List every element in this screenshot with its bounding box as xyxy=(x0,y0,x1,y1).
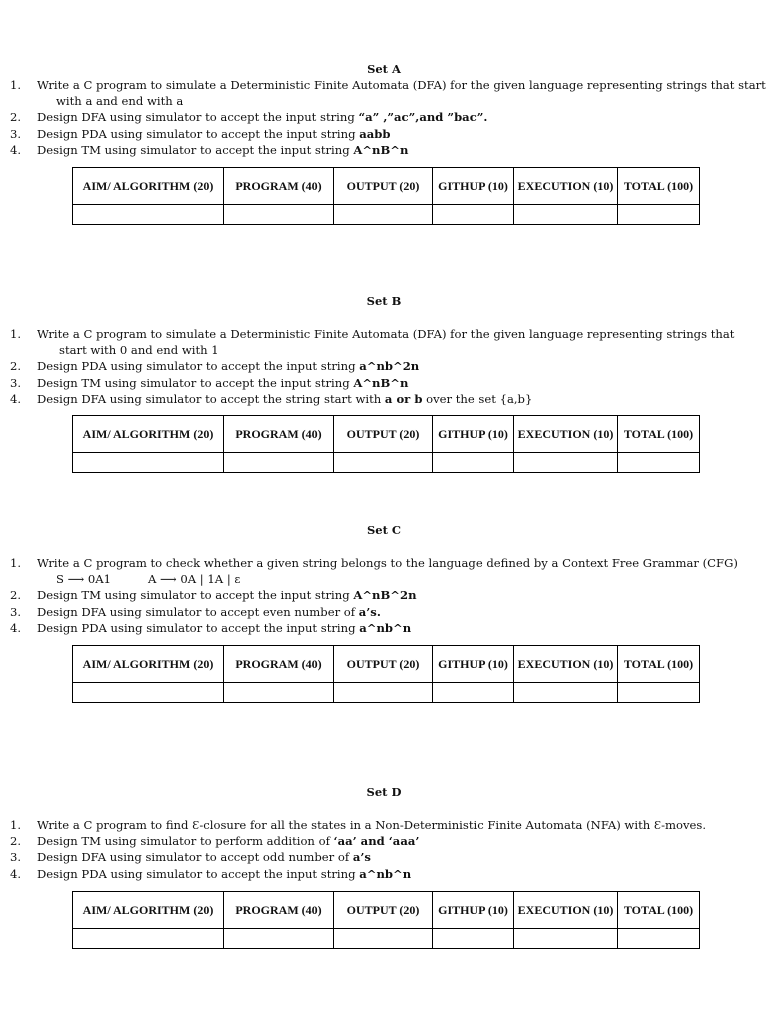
marks-cell[interactable] xyxy=(514,205,618,225)
marks-entry-row xyxy=(73,205,700,225)
question-text xyxy=(37,555,738,571)
question-text-continuation: with a and end with a xyxy=(56,94,184,109)
question-text xyxy=(37,866,411,882)
question-text-line: Write a C program to check whether a given string belongs to the language defined by a Context Free Grammar (CFG) xyxy=(37,556,738,570)
set-title: Set B xyxy=(366,294,402,308)
marks-cell[interactable] xyxy=(73,453,224,473)
question-prefix: Design PDA using simulator to accept the input string xyxy=(37,620,360,635)
marks-cell[interactable] xyxy=(618,929,700,949)
question-text xyxy=(37,142,408,158)
marks-cell[interactable] xyxy=(514,929,618,949)
marks-cell[interactable] xyxy=(73,683,224,703)
marks-header-row xyxy=(73,168,700,205)
marks-cell[interactable] xyxy=(224,453,334,473)
marks-header-row xyxy=(73,416,700,453)
question-prefix: Design DFA using simulator to accept even number of xyxy=(37,604,359,619)
question-text xyxy=(37,77,766,109)
marks-cell[interactable] xyxy=(224,929,334,949)
set-title: Set C xyxy=(366,523,402,537)
question-number: 3. xyxy=(10,126,22,141)
question-text xyxy=(37,391,532,407)
marks-cell[interactable] xyxy=(73,929,224,949)
col-aim-algorithm: AIM/ ALGORITHM (20) xyxy=(73,168,224,205)
question-text xyxy=(37,604,381,620)
marks-cell[interactable] xyxy=(334,205,433,225)
question-prefix: Design DFA using simulator to accept odd number of xyxy=(37,850,353,865)
question-number: 2. xyxy=(10,588,22,603)
question-number: 1. xyxy=(10,78,22,92)
question-number: 1. xyxy=(10,327,22,341)
question-prefix: Design TM using simulator to accept the input string xyxy=(37,588,354,603)
marks-cell[interactable] xyxy=(334,683,433,703)
question-emphasis: a^nb^2n xyxy=(359,359,420,374)
marks-table xyxy=(72,415,700,473)
question-emphasis: a’s xyxy=(352,850,371,865)
marks-table xyxy=(72,891,700,949)
question-prefix: Design TM using simulator to accept the input string xyxy=(37,375,354,390)
question-text xyxy=(37,326,735,358)
question-emphasis: ‘aa’ and ‘aaa’ xyxy=(333,834,420,849)
col-output: OUTPUT (20) xyxy=(334,168,433,205)
col-program: PROGRAM (40) xyxy=(224,892,334,929)
col-aim-algorithm: AIM/ ALGORITHM (20) xyxy=(73,892,224,929)
col-aim-algorithm: AIM/ ALGORITHM (20) xyxy=(73,646,224,683)
col-program: PROGRAM (40) xyxy=(224,646,334,683)
question-text xyxy=(37,109,487,125)
question-text xyxy=(37,620,411,636)
question-number: 4. xyxy=(10,866,22,881)
question-text xyxy=(37,126,390,142)
marks-cell[interactable] xyxy=(224,683,334,703)
marks-cell[interactable] xyxy=(433,205,514,225)
question-number: 2. xyxy=(10,359,22,374)
col-aim-algorithm: AIM/ ALGORITHM (20) xyxy=(73,416,224,453)
question-number: 4. xyxy=(10,620,22,635)
question-prefix: Design PDA using simulator to accept the input string xyxy=(37,126,360,141)
question-number: 1. xyxy=(10,556,22,570)
question-text xyxy=(37,375,408,391)
question-emphasis: a or b xyxy=(384,391,423,406)
marks-cell[interactable] xyxy=(433,683,514,703)
marks-cell[interactable] xyxy=(618,683,700,703)
set-title: Set A xyxy=(367,62,401,76)
question-prefix: Design DFA using simulator to accept the string start with xyxy=(37,391,385,406)
marks-table xyxy=(72,167,700,225)
col-github: GITHUP (10) xyxy=(433,416,514,453)
question-text-line: Write a C program to simulate a Deterministic Finite Automata (DFA) for the given language representing strings that xyxy=(37,327,735,341)
set-title: Set D xyxy=(366,785,402,799)
question-text xyxy=(37,587,417,603)
question-emphasis: A^nB^n xyxy=(353,375,409,390)
question-number: 1. xyxy=(10,818,22,832)
question-number: 2. xyxy=(10,834,22,849)
grammar-rule-s: S ⟶ 0A1 xyxy=(56,572,112,587)
col-total: TOTAL (100) xyxy=(618,646,700,683)
marks-header-row xyxy=(73,646,700,683)
marks-cell[interactable] xyxy=(433,453,514,473)
question-emphasis: a’s. xyxy=(358,604,381,619)
question-number: 3. xyxy=(10,850,22,865)
marks-cell[interactable] xyxy=(618,453,700,473)
question-text xyxy=(37,849,371,865)
marks-cell[interactable] xyxy=(433,929,514,949)
question-emphasis: a^nb^n xyxy=(359,620,412,635)
question-text xyxy=(37,358,419,374)
col-program: PROGRAM (40) xyxy=(224,416,334,453)
col-execution: EXECUTION (10) xyxy=(514,646,618,683)
marks-cell[interactable] xyxy=(334,929,433,949)
question-emphasis: a^nb^n xyxy=(359,866,412,881)
col-total: TOTAL (100) xyxy=(618,416,700,453)
col-output: OUTPUT (20) xyxy=(334,892,433,929)
col-output: OUTPUT (20) xyxy=(334,646,433,683)
question-number: 2. xyxy=(10,110,22,125)
marks-cell[interactable] xyxy=(73,205,224,225)
question-emphasis: A^nB^2n xyxy=(353,588,417,603)
question-text-continuation: start with 0 and end with 1 xyxy=(59,343,219,358)
col-execution: EXECUTION (10) xyxy=(514,168,618,205)
marks-header-row xyxy=(73,892,700,929)
marks-cell[interactable] xyxy=(334,453,433,473)
question-prefix: Design TM using simulator to perform addition of xyxy=(37,834,334,849)
question-emphasis: A^nB^n xyxy=(353,142,409,157)
col-execution: EXECUTION (10) xyxy=(514,892,618,929)
question-text-line: Write a C program to simulate a Deterministic Finite Automata (DFA) for the given language representing strings that start xyxy=(37,78,766,92)
col-output: OUTPUT (20) xyxy=(334,416,433,453)
marks-cell[interactable] xyxy=(618,205,700,225)
question-prefix: Design TM using simulator to accept the input string xyxy=(37,142,354,157)
marks-table xyxy=(72,645,700,703)
marks-cell[interactable] xyxy=(514,453,618,473)
question-number: 3. xyxy=(10,604,22,619)
question-suffix: over the set {a,b} xyxy=(422,391,533,406)
question-prefix: Design PDA using simulator to accept the input string xyxy=(37,866,360,881)
question-number: 3. xyxy=(10,375,22,390)
marks-entry-row xyxy=(73,683,700,703)
col-execution: EXECUTION (10) xyxy=(514,416,618,453)
col-total: TOTAL (100) xyxy=(618,168,700,205)
question-suffix: . xyxy=(483,110,488,125)
col-total: TOTAL (100) xyxy=(618,892,700,929)
marks-entry-row xyxy=(73,929,700,949)
question-prefix: Design PDA using simulator to accept the input string xyxy=(37,359,360,374)
question-emphasis: “a” ,”ac”,and ”bac” xyxy=(358,110,484,125)
question-number: 4. xyxy=(10,391,22,406)
question-prefix: Design DFA using simulator to accept the input string xyxy=(37,110,359,125)
col-program: PROGRAM (40) xyxy=(224,168,334,205)
question-text xyxy=(37,833,419,849)
question-text: Write a C program to find Ɛ-closure for all the states in a Non-Deterministic Finite Automata (NFA) with Ɛ-moves. xyxy=(37,818,707,832)
col-github: GITHUP (10) xyxy=(433,646,514,683)
col-github: GITHUP (10) xyxy=(433,892,514,929)
marks-cell[interactable] xyxy=(514,683,618,703)
question-number: 4. xyxy=(10,142,22,157)
marks-cell[interactable] xyxy=(224,205,334,225)
grammar-rule-a: A ⟶ 0A | 1A | ε xyxy=(148,572,241,587)
question-emphasis: aabb xyxy=(359,126,391,141)
col-github: GITHUP (10) xyxy=(433,168,514,205)
marks-entry-row xyxy=(73,453,700,473)
